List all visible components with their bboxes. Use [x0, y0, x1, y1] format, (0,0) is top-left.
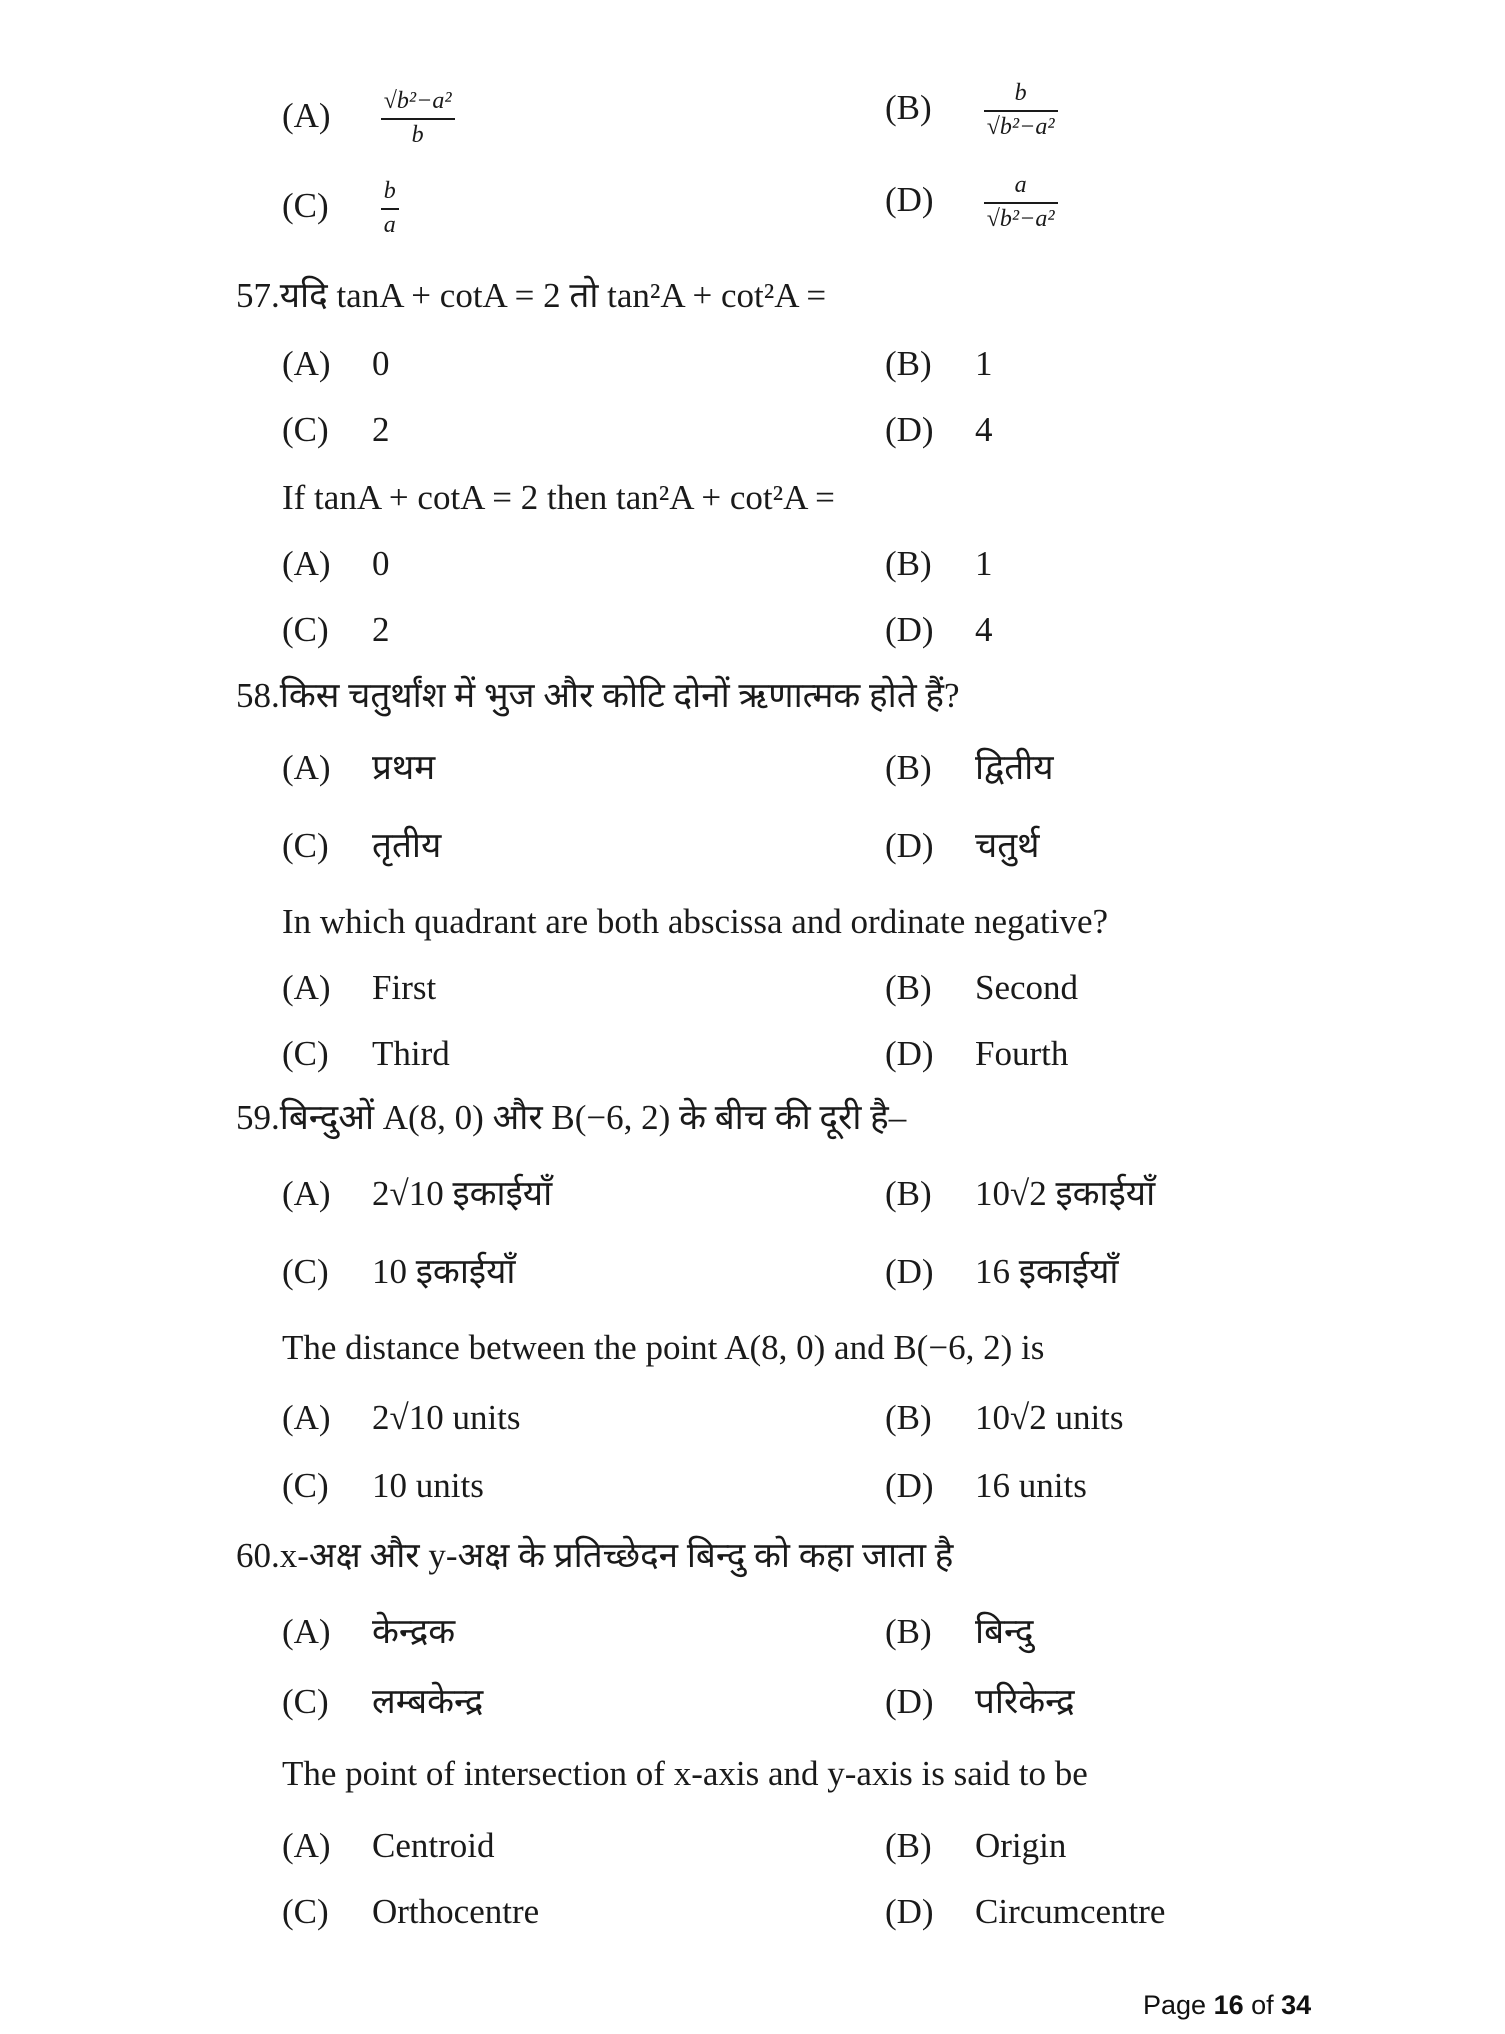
fraction: $\frac{b}{a}$ [381, 178, 399, 239]
q60-hi-option-c: (C) लम्बकेन्द्र [282, 1682, 484, 1721]
q57-en-option-d: (D) 4 [885, 610, 993, 649]
q58-en-option-d: (D) Fourth [885, 1034, 1069, 1073]
q60-english-question: The point of intersection of x-axis and y-axis is said to be [282, 1754, 1088, 1793]
q56-option-b: (B) $\frac{b}{\text{√b²−a²}}$ [885, 80, 1058, 141]
q59-en-option-c: (C) 10 units [282, 1466, 484, 1505]
q60-en-option-d: (D) Circumcentre [885, 1892, 1166, 1931]
q59-en-option-d: (D) 16 units [885, 1466, 1087, 1505]
q59-hi-option-d: (D) 16 इकाईयाँ [885, 1252, 1119, 1291]
q58-hi-option-d: (D) चतुर्थ [885, 826, 1040, 865]
q57-hi-option-a: (A) 0 [282, 344, 390, 383]
q59-hi-option-a: (A) 2√10 इकाईयाँ [282, 1174, 553, 1213]
q58-hindi-question: 58.किस चतुर्थांश में भुज और कोटि दोनों ऋणात्मक होते हैं? [236, 676, 960, 715]
q59-hindi-question: 59.बिन्दुओं A(8, 0) और B(−6, 2) के बीच की दूरी है– [236, 1098, 907, 1137]
q57-english-question: If tanA + cotA = 2 then tan²A + cot²A = [282, 478, 835, 517]
q59-en-option-a: (A) 2√10 units [282, 1398, 521, 1437]
q58-hi-option-b: (B) द्वितीय [885, 748, 1054, 787]
q58-english-question: In which quadrant are both abscissa and ordinate negative? [282, 902, 1109, 941]
q60-hindi-question: 60.x-अक्ष और y-अक्ष के प्रतिच्छेदन बिन्दु को कहा जाता है [236, 1536, 954, 1575]
fraction: $\frac{b}{\text{√b²−a²}}$ [984, 80, 1058, 141]
q59-hi-option-b: (B) 10√2 इकाईयाँ [885, 1174, 1156, 1213]
q57-hindi-question: 57.यदि tanA + cotA = 2 तो tan²A + cot²A = [236, 276, 827, 315]
q58-en-option-b: (B) Second [885, 968, 1079, 1007]
q58-hi-option-a: (A) प्रथम [282, 748, 436, 787]
q59-hi-option-c: (C) 10 इकाईयाँ [282, 1252, 516, 1291]
q58-en-option-c: (C) Third [282, 1034, 450, 1073]
q57-en-option-a: (A) 0 [282, 544, 390, 583]
q56-option-a: (A) $\frac{\text{√b²−a²}}{b}$ [282, 88, 455, 149]
page-number: Page 16 of 34 [1143, 1990, 1312, 2020]
q60-hi-option-d: (D) परिकेन्द्र [885, 1682, 1075, 1721]
fraction: $\frac{\text{√b²−a²}}{b}$ [381, 88, 455, 149]
q56-option-c: (C) $\frac{b}{a}$ [282, 178, 399, 239]
q60-en-option-c: (C) Orthocentre [282, 1892, 540, 1931]
q56-option-d: (D) $\frac{a}{\text{√b²−a²}}$ [885, 172, 1058, 233]
q57-hi-option-b: (B) 1 [885, 344, 993, 383]
q59-en-option-b: (B) 10√2 units [885, 1398, 1124, 1437]
q60-en-option-b: (B) Origin [885, 1826, 1067, 1865]
q59-english-question: The distance between the point A(8, 0) and B(−6, 2) is [282, 1328, 1045, 1367]
q57-hi-option-c: (C) 2 [282, 410, 390, 449]
q58-en-option-a: (A) First [282, 968, 437, 1007]
q57-hi-option-d: (D) 4 [885, 410, 993, 449]
fraction: $\frac{a}{\text{√b²−a²}}$ [984, 172, 1058, 233]
q57-en-option-c: (C) 2 [282, 610, 390, 649]
q60-hi-option-b: (B) बिन्दु [885, 1612, 1034, 1651]
q57-en-option-b: (B) 1 [885, 544, 993, 583]
q60-en-option-a: (A) Centroid [282, 1826, 495, 1865]
q58-hi-option-c: (C) तृतीय [282, 826, 442, 865]
q60-hi-option-a: (A) केन्द्रक [282, 1612, 456, 1651]
